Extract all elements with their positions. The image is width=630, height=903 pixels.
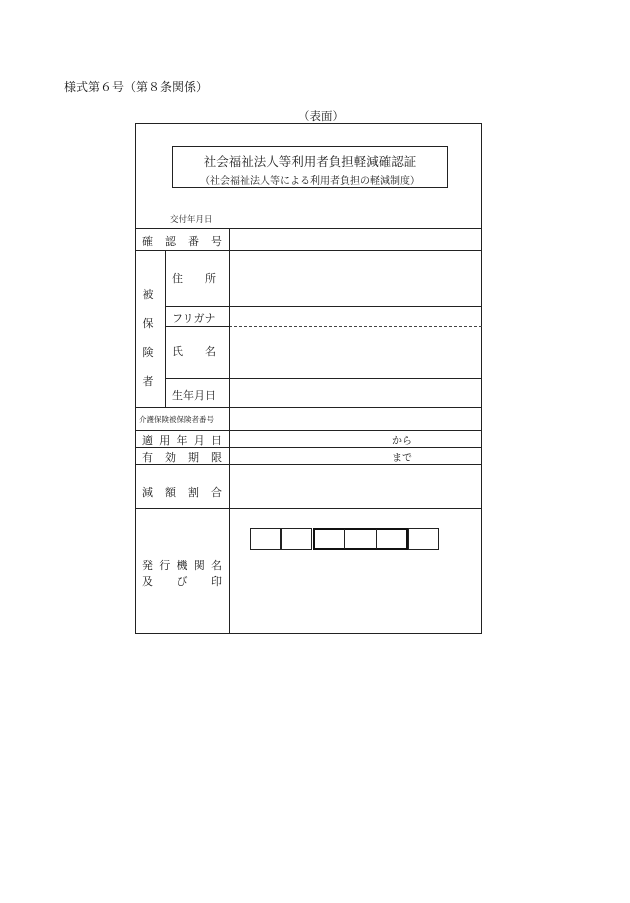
number-box-2[interactable] bbox=[281, 528, 312, 550]
number-box-1[interactable] bbox=[250, 528, 281, 550]
issuer-label-line2: 及 び 印 bbox=[142, 575, 222, 588]
rule-furigana-left bbox=[165, 326, 230, 327]
certificate-title: 社会福祉法人等利用者負担軽減確認証 bbox=[203, 154, 417, 169]
issue-date-label: 交付年月日 bbox=[170, 215, 213, 225]
number-box-6[interactable] bbox=[408, 528, 439, 550]
rule-name bbox=[165, 378, 482, 379]
birth-date-label: 生年月日 bbox=[172, 389, 216, 402]
address-label: 住 所 bbox=[172, 272, 216, 285]
applicable-date-label: 適 用 年 月 日 bbox=[142, 434, 222, 447]
applicable-date-suffix: から bbox=[392, 436, 412, 447]
validity-period-suffix: まで bbox=[392, 453, 412, 464]
rule-furigana-dashed bbox=[229, 326, 482, 327]
number-box-group-highlighted[interactable] bbox=[313, 528, 408, 550]
furigana-label: フリガナ bbox=[172, 312, 216, 325]
rule-reduction-rate bbox=[135, 508, 482, 509]
side-label: （表面） bbox=[298, 109, 344, 123]
confirmation-number-label: 確 認 番 号 bbox=[142, 235, 222, 248]
certificate-subtitle: （社会福祉法人等による利用者負担の軽減制度） bbox=[200, 176, 420, 187]
rule-confirmation-number bbox=[135, 250, 482, 251]
column-divider bbox=[229, 228, 230, 634]
rule-address bbox=[165, 306, 482, 307]
insured-person-vertical-label: 被 保 険 者 bbox=[142, 288, 154, 388]
name-label: 氏 名 bbox=[172, 345, 216, 358]
rule-issue-date bbox=[135, 228, 482, 229]
insured-group-divider bbox=[165, 250, 166, 407]
form-number: 様式第６号（第８条関係） bbox=[64, 80, 209, 94]
title-box bbox=[172, 146, 448, 188]
number-box-divider-3 bbox=[344, 529, 345, 549]
rule-birth-date bbox=[135, 407, 482, 408]
reduction-rate-label: 減 額 割 合 bbox=[142, 486, 222, 499]
validity-period-label: 有 効 期 限 bbox=[142, 451, 222, 464]
number-box-divider-4 bbox=[376, 529, 377, 549]
issuer-label-line1: 発 行 機 関 名 bbox=[142, 559, 222, 572]
insured-number-label: 介護保険被保険者番号 bbox=[139, 415, 214, 424]
rule-insured-number bbox=[135, 430, 482, 431]
